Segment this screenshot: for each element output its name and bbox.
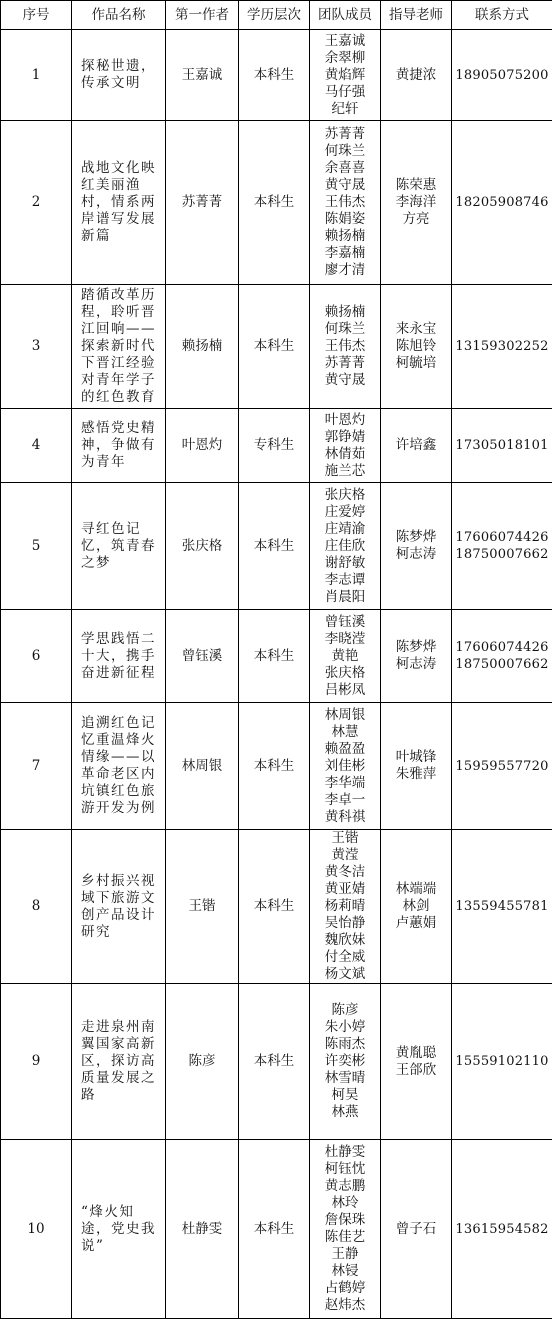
cell-members xyxy=(310,30,381,121)
work-title-line: 为青年 xyxy=(81,454,161,471)
member-name: 王锴 xyxy=(310,830,380,847)
cell-author: 杜静雯 xyxy=(166,1140,239,1319)
cell-contact xyxy=(452,610,552,703)
cell-level: 本科生 xyxy=(239,703,310,830)
member-name: 杨莉晴 xyxy=(310,898,380,915)
header-advisors: 指导老师 xyxy=(381,1,452,30)
member-name: 陈彦 xyxy=(310,1002,380,1019)
member-name: 余喜喜 xyxy=(310,160,380,177)
member-name: 李嘉楠 xyxy=(310,245,380,262)
member-name: 庄爱婷 xyxy=(310,504,380,521)
member-name: 付全威 xyxy=(310,949,380,966)
cell-author: 叶恩灼 xyxy=(166,409,239,483)
phone-number: 18905075200 xyxy=(452,67,552,84)
table-row xyxy=(1,285,552,409)
work-title-line: 的红色教育 xyxy=(81,389,161,406)
work-title-line: 追溯红色记 xyxy=(81,715,161,732)
cell-author: 曾钰溪 xyxy=(166,610,239,703)
cell-level: 本科生 xyxy=(239,830,310,984)
cell-advisors xyxy=(381,409,452,483)
cell-advisors xyxy=(381,610,452,703)
member-name: 林倩茹 xyxy=(310,446,380,463)
member-name: 张庆格 xyxy=(310,665,380,682)
advisor-name: 李海洋 xyxy=(381,194,451,211)
advisor-name: 黄捷浓 xyxy=(381,67,451,84)
member-name: 谢舒敏 xyxy=(310,555,380,572)
cell-no: 3 xyxy=(1,285,72,409)
cell-members xyxy=(310,483,381,610)
table-row xyxy=(1,483,552,610)
work-title-line: 对青年学子 xyxy=(81,372,161,389)
work-title-line: 游开发为例 xyxy=(81,800,161,817)
cell-work xyxy=(72,703,166,830)
header-no: 序号 xyxy=(1,1,72,30)
cell-contact xyxy=(452,703,552,830)
work-title-line: 途，党史我 xyxy=(81,1221,161,1238)
table-body xyxy=(1,30,552,1319)
work-title-line: 走进泉州南 xyxy=(81,1019,161,1036)
member-name: 陈雨杰 xyxy=(310,1036,380,1053)
advisor-name: 柯志涛 xyxy=(381,656,451,673)
member-name: 陈佳艺 xyxy=(310,1229,380,1246)
cell-no: 4 xyxy=(1,409,72,483)
cell-level: 本科生 xyxy=(239,30,310,121)
cell-level: 本科生 xyxy=(239,285,310,409)
member-name: 肖晨阳 xyxy=(310,589,380,606)
member-name: 马仔强 xyxy=(310,84,380,101)
cell-advisors xyxy=(381,984,452,1140)
cell-work xyxy=(72,409,166,483)
member-name: 朱小婷 xyxy=(310,1019,380,1036)
work-title-line: 忆重温烽火 xyxy=(81,732,161,749)
cell-no: 5 xyxy=(1,483,72,610)
member-name: 杜静雯 xyxy=(310,1144,380,1161)
cell-work xyxy=(72,610,166,703)
work-title-line: 江回响—— xyxy=(81,321,161,338)
table-row xyxy=(1,610,552,703)
member-name: 王伟杰 xyxy=(310,338,380,355)
cell-author: 赖扬楠 xyxy=(166,285,239,409)
member-name: 庄佳欣 xyxy=(310,538,380,555)
member-name: 赖扬楠 xyxy=(310,228,380,245)
member-name: 林周银 xyxy=(310,707,380,724)
cell-contact xyxy=(452,483,552,610)
member-name: 柯昊 xyxy=(310,1087,380,1104)
work-title-line: 战地文化映 xyxy=(81,160,161,177)
member-name: 赖盈盈 xyxy=(310,741,380,758)
cell-work xyxy=(72,285,166,409)
member-name: 李晓滢 xyxy=(310,631,380,648)
cell-advisors xyxy=(381,30,452,121)
member-name: 黄志鹏 xyxy=(310,1178,380,1195)
member-name: 李志谭 xyxy=(310,572,380,589)
cell-contact xyxy=(452,121,552,285)
cell-members xyxy=(310,285,381,409)
advisor-name: 陈旭铃 xyxy=(381,338,451,355)
member-name: 黄科祺 xyxy=(310,809,380,826)
advisor-name: 柯毓培 xyxy=(381,355,451,372)
work-title-line: 新篇 xyxy=(81,228,161,245)
work-title-line: 村，情系两 xyxy=(81,194,161,211)
member-name: 黄滢 xyxy=(310,847,380,864)
advisor-name: 黄胤聪 xyxy=(381,1045,451,1062)
work-title-line: 域下旅游文 xyxy=(81,890,161,907)
table-row xyxy=(1,984,552,1140)
work-title-line: 学思践悟二 xyxy=(81,631,161,648)
member-name: 赵炜杰 xyxy=(310,1297,380,1314)
work-title-line: 踏循改革历 xyxy=(81,287,161,304)
member-name: 陈娟姿 xyxy=(310,211,380,228)
work-title-line: 红美丽渔 xyxy=(81,177,161,194)
cell-author: 张庆格 xyxy=(166,483,239,610)
cell-advisors xyxy=(381,703,452,830)
cell-level: 本科生 xyxy=(239,1140,310,1319)
cell-contact xyxy=(452,830,552,984)
member-name: 林玲 xyxy=(310,1195,380,1212)
phone-number: 18205908746 xyxy=(452,194,552,211)
work-title-line: 坑镇红色旅 xyxy=(81,783,161,800)
member-name: 魏欣妹 xyxy=(310,932,380,949)
member-name: 刘佳彬 xyxy=(310,758,380,775)
cell-advisors xyxy=(381,285,452,409)
cell-work xyxy=(72,30,166,121)
cell-contact xyxy=(452,1140,552,1319)
advisor-name: 方亮 xyxy=(381,211,451,228)
cell-author: 苏菁菁 xyxy=(166,121,239,285)
work-title-line: 乡村振兴视 xyxy=(81,873,161,890)
cell-advisors xyxy=(381,1140,452,1319)
cell-level: 专科生 xyxy=(239,409,310,483)
header-author: 第一作者 xyxy=(166,1,239,30)
work-title-line: 岸谱写发展 xyxy=(81,211,161,228)
member-name: 张庆格 xyxy=(310,487,380,504)
cell-no: 2 xyxy=(1,121,72,285)
phone-number: 18750007662 xyxy=(452,656,552,673)
table-row xyxy=(1,830,552,984)
table-row xyxy=(1,1140,552,1319)
cell-level: 本科生 xyxy=(239,483,310,610)
advisor-name: 林剑 xyxy=(381,898,451,915)
cell-no: 7 xyxy=(1,703,72,830)
cell-level: 本科生 xyxy=(239,121,310,285)
work-title-line: 感悟党史精 xyxy=(81,420,161,437)
phone-number: 13159302252 xyxy=(452,338,552,355)
member-name: 施兰芯 xyxy=(310,463,380,480)
advisor-name: 朱雅萍 xyxy=(381,766,451,783)
member-name: 林燕 xyxy=(310,1104,380,1121)
cell-advisors xyxy=(381,121,452,285)
cell-no: 6 xyxy=(1,610,72,703)
table-row xyxy=(1,121,552,285)
cell-members xyxy=(310,703,381,830)
member-name: 余翠柳 xyxy=(310,50,380,67)
cell-members xyxy=(310,984,381,1140)
work-title-line: 寻红色记 xyxy=(81,521,161,538)
work-title-line: 革命老区内 xyxy=(81,766,161,783)
phone-number: 18750007662 xyxy=(452,546,552,563)
work-title-line: 之梦 xyxy=(81,555,161,572)
phone-number: 17305018101 xyxy=(452,437,552,454)
member-name: 苏菁菁 xyxy=(310,126,380,143)
work-title-line: 情缘——以 xyxy=(81,749,161,766)
work-title-line: 探秘世遗， xyxy=(81,58,161,75)
table-row xyxy=(1,30,552,121)
member-name: 黄焰辉 xyxy=(310,67,380,84)
work-title-line: 说” xyxy=(81,1238,161,1255)
cell-no: 1 xyxy=(1,30,72,121)
member-name: 叶恩灼 xyxy=(310,412,380,429)
member-name: 庄靖渝 xyxy=(310,521,380,538)
cell-work xyxy=(72,830,166,984)
work-title-line: 探索新时代 xyxy=(81,338,161,355)
work-title-line: 质量发展之 xyxy=(81,1070,161,1087)
advisor-name: 陈梦烨 xyxy=(381,529,451,546)
work-title-line: 路 xyxy=(81,1087,161,1104)
cell-members xyxy=(310,610,381,703)
cell-no: 9 xyxy=(1,984,72,1140)
advisor-name: 卢蕙娟 xyxy=(381,915,451,932)
advisor-name: 柯志涛 xyxy=(381,546,451,563)
phone-number: 15959557720 xyxy=(452,758,552,775)
member-name: 杨文斌 xyxy=(310,966,380,983)
member-name: 黄亚婧 xyxy=(310,881,380,898)
cell-members xyxy=(310,830,381,984)
member-name: 王静 xyxy=(310,1246,380,1263)
member-name: 吕彬凤 xyxy=(310,682,380,699)
advisor-name: 许培鑫 xyxy=(381,437,451,454)
member-name: 纪轩 xyxy=(310,101,380,118)
cell-level: 本科生 xyxy=(239,984,310,1140)
cell-contact xyxy=(452,984,552,1140)
advisor-name: 陈梦烨 xyxy=(381,639,451,656)
work-title-line: 十大，携手 xyxy=(81,648,161,665)
work-title-line: 研究 xyxy=(81,924,161,941)
member-name: 曾钰溪 xyxy=(310,614,380,631)
cell-work xyxy=(72,483,166,610)
member-name: 赖扬楠 xyxy=(310,304,380,321)
cell-advisors xyxy=(381,830,452,984)
cell-contact xyxy=(452,285,552,409)
work-title-line: 忆，筑青春 xyxy=(81,538,161,555)
work-title-line: 下晋江经验 xyxy=(81,355,161,372)
work-title-line: 传承文明 xyxy=(81,75,161,92)
member-name: 黄艳 xyxy=(310,648,380,665)
work-title-line: 奋进新征程 xyxy=(81,665,161,682)
phone-number: 17606074426 xyxy=(452,639,552,656)
cell-work xyxy=(72,1140,166,1319)
work-title-line: 程，聆听晋 xyxy=(81,304,161,321)
header-level: 学历层次 xyxy=(239,1,310,30)
cell-level: 本科生 xyxy=(239,610,310,703)
cell-advisors xyxy=(381,483,452,610)
phone-number: 15559102110 xyxy=(452,1053,552,1070)
table-header-row xyxy=(1,1,552,30)
cell-author: 陈彦 xyxy=(166,984,239,1140)
advisor-name: 曾子石 xyxy=(381,1221,451,1238)
member-name: 林慧 xyxy=(310,724,380,741)
cell-work xyxy=(72,121,166,285)
member-name: 黄守晟 xyxy=(310,372,380,389)
work-title-line: “烽火知 xyxy=(81,1204,161,1221)
member-name: 许奕彬 xyxy=(310,1053,380,1070)
member-name: 吴怡静 xyxy=(310,915,380,932)
cell-contact xyxy=(452,30,552,121)
member-name: 林雪晴 xyxy=(310,1070,380,1087)
member-name: 王伟杰 xyxy=(310,194,380,211)
work-title-line: 创产品设计 xyxy=(81,907,161,924)
advisor-name: 林端端 xyxy=(381,881,451,898)
cell-author: 王嘉诚 xyxy=(166,30,239,121)
work-title-line: 神，争做有 xyxy=(81,437,161,454)
advisor-name: 来永宝 xyxy=(381,321,451,338)
member-name: 占鹤婷 xyxy=(310,1280,380,1297)
phone-number: 13615954582 xyxy=(452,1221,552,1238)
member-name: 何珠兰 xyxy=(310,143,380,160)
cell-members xyxy=(310,121,381,285)
member-name: 林锓 xyxy=(310,1263,380,1280)
work-title-line: 区，探访高 xyxy=(81,1053,161,1070)
advisor-name: 陈荣惠 xyxy=(381,177,451,194)
header-contact: 联系方式 xyxy=(452,1,552,30)
advisor-name: 叶城锋 xyxy=(381,749,451,766)
advisor-name: 王郃欣 xyxy=(381,1062,451,1079)
member-name: 柯钰忱 xyxy=(310,1161,380,1178)
cell-contact xyxy=(452,409,552,483)
member-name: 詹保珠 xyxy=(310,1212,380,1229)
member-name: 李卓一 xyxy=(310,792,380,809)
cell-members xyxy=(310,409,381,483)
cell-members xyxy=(310,1140,381,1319)
member-name: 廖才清 xyxy=(310,262,380,279)
header-work: 作品名称 xyxy=(72,1,166,30)
member-name: 苏菁菁 xyxy=(310,355,380,372)
work-title-line: 翼国家高新 xyxy=(81,1036,161,1053)
cell-author: 林周银 xyxy=(166,703,239,830)
phone-number: 17606074426 xyxy=(452,529,552,546)
cell-work xyxy=(72,984,166,1140)
member-name: 李华端 xyxy=(310,775,380,792)
member-name: 黄冬洁 xyxy=(310,864,380,881)
phone-number: 13559455781 xyxy=(452,898,552,915)
member-name: 黄守晟 xyxy=(310,177,380,194)
member-name: 王嘉诚 xyxy=(310,33,380,50)
table-row xyxy=(1,703,552,830)
cell-author: 王锴 xyxy=(166,830,239,984)
cell-no: 8 xyxy=(1,830,72,984)
table-row xyxy=(1,409,552,483)
member-name: 郭铮婧 xyxy=(310,429,380,446)
cell-no: 10 xyxy=(1,1140,72,1319)
member-name: 何珠兰 xyxy=(310,321,380,338)
header-members: 团队成员 xyxy=(310,1,381,30)
